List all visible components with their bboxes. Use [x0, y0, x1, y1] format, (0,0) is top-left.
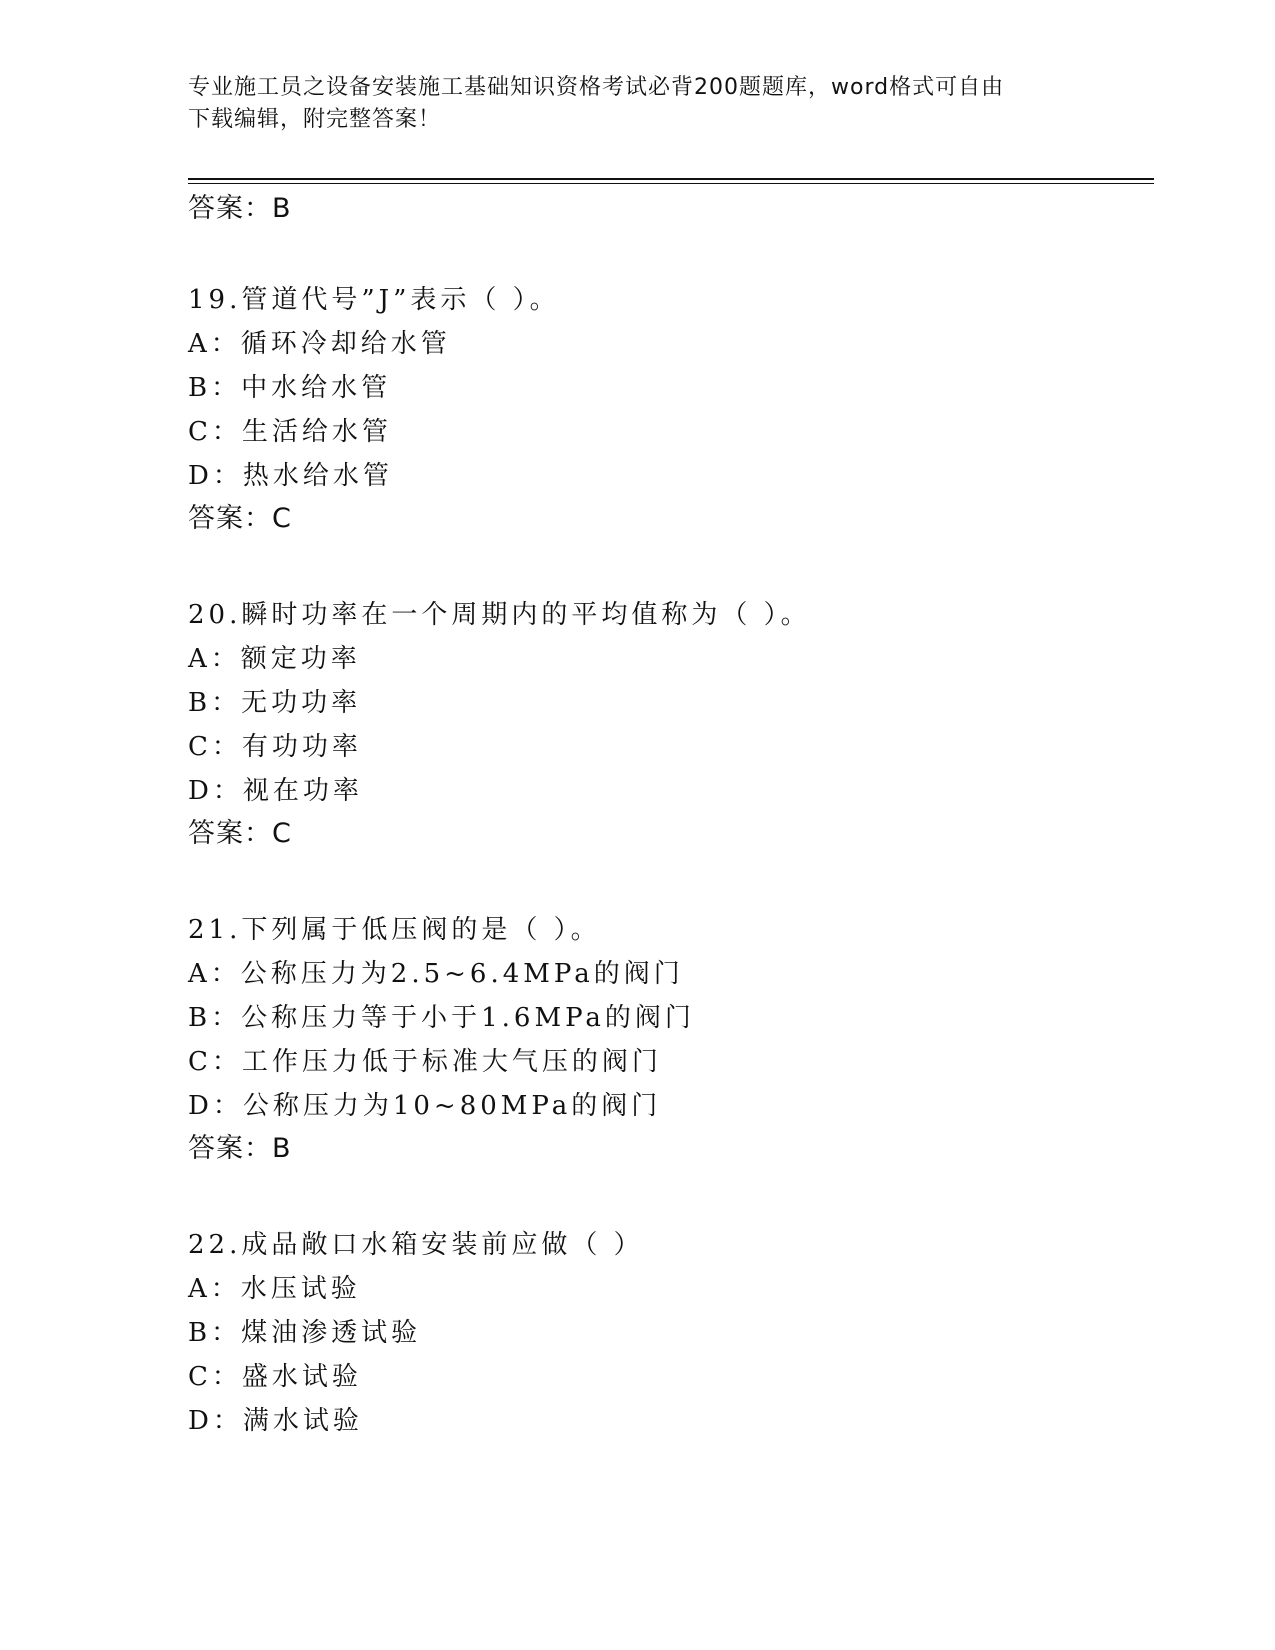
header-divider-thin [188, 183, 1154, 184]
question-20-option-a: A：额定功率 [188, 644, 361, 674]
question-19-option-d: D：热水给水管 [188, 461, 393, 491]
question-22-option-b: B：煤油渗透试验 [188, 1318, 422, 1348]
question-20-answer: 答案：C [188, 818, 292, 849]
question-20-option-c: C：有功功率 [188, 732, 362, 762]
question-19-option-c: C：生活给水管 [188, 417, 392, 447]
question-20-option-d: D：视在功率 [188, 776, 363, 806]
question-22-option-c: C：盛水试验 [188, 1362, 362, 1392]
question-20-option-b: B：无功功率 [188, 688, 362, 718]
question-22-option-d: D：满水试验 [188, 1406, 363, 1436]
question-20-stem: 20.瞬时功率在一个周期内的平均值称为（ ）。 [188, 600, 811, 630]
question-21-option-c: C：工作压力低于标准大气压的阀门 [188, 1047, 662, 1077]
question-21-stem: 21.下列属于低压阀的是（ ）。 [188, 915, 601, 945]
question-19-option-b: B：中水给水管 [188, 373, 392, 403]
header-line-1: 专业施工员之设备安装施工基础知识资格考试必背200题题库，word格式可自由 [188, 75, 1005, 100]
answer-prev: 答案：B [188, 193, 292, 224]
question-19-answer: 答案：C [188, 503, 292, 534]
question-21-answer: 答案：B [188, 1133, 292, 1164]
document-header [188, 72, 1088, 136]
question-19-stem: 19.管道代号”J”表示（ ）。 [188, 285, 560, 315]
question-19-option-a: A：循环冷却给水管 [188, 329, 451, 359]
question-21-option-a: A：公称压力为2.5~6.4MPa的阀门 [188, 959, 684, 989]
question-22-stem: 22.成品敞口水箱安装前应做（ ） [188, 1230, 644, 1260]
header-divider-thick [188, 178, 1154, 180]
question-21-option-b: B：公称压力等于小于1.6MPa的阀门 [188, 1003, 695, 1033]
question-22-option-a: A：水压试验 [188, 1274, 361, 1304]
question-21-option-d: D：公称压力为10~80MPa的阀门 [188, 1091, 662, 1121]
header-line-2: 下载编辑，附完整答案！ [188, 107, 442, 132]
